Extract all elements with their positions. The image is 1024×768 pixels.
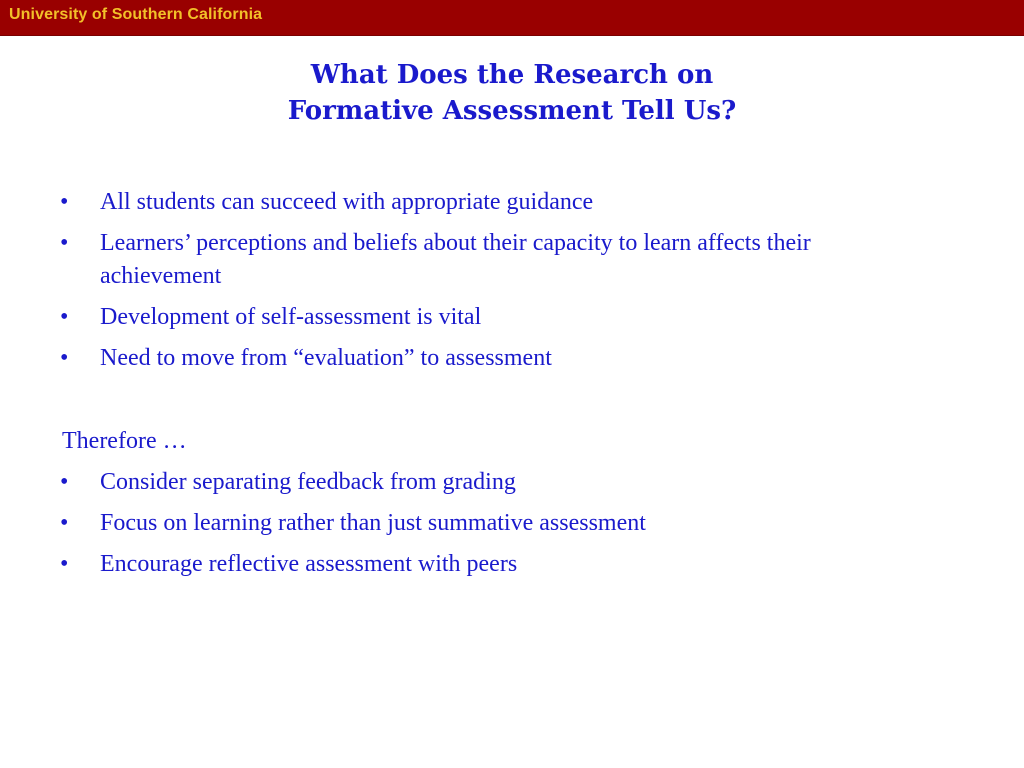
list-item: [60, 507, 920, 540]
list-item-text: Focus on learning rather than just summative assessment: [100, 510, 646, 536]
title-line-2: Formative Assessment Tell Us?: [287, 96, 737, 126]
list-item: [60, 342, 920, 375]
list-item: [60, 466, 920, 499]
bullet-icon: •: [60, 304, 69, 330]
list-item: [60, 227, 920, 293]
therefore-label: Therefore …: [62, 428, 187, 454]
list-item: [60, 301, 920, 334]
bullet-icon: •: [60, 189, 69, 215]
list-item: [60, 186, 920, 219]
list-item-text: All students can succeed with appropriate guidance: [100, 189, 594, 215]
list-item-text: Development of self-assessment is vital: [100, 304, 482, 330]
header-banner: [0, 0, 1024, 36]
university-logo-text: University of Southern California: [9, 6, 263, 23]
list-item-text: Need to move from “evaluation” to assessment: [100, 345, 552, 371]
list-item-text: Consider separating feedback from grading: [100, 469, 516, 495]
list-item: [60, 548, 920, 581]
research-findings-list: [60, 186, 920, 383]
bullet-icon: •: [60, 469, 69, 495]
list-item-text: Learners’ perceptions and beliefs about their capacity to learn affects their achievement: [100, 230, 811, 289]
recommendations-list: [60, 466, 920, 589]
bullet-icon: •: [60, 551, 69, 577]
bullet-icon: •: [60, 230, 69, 256]
bullet-icon: •: [60, 345, 69, 371]
list-item-text: Encourage reflective assessment with peers: [100, 551, 518, 577]
title-line-1: What Does the Research on: [310, 60, 714, 90]
slide-title: [0, 57, 1024, 129]
bullet-icon: •: [60, 510, 69, 536]
